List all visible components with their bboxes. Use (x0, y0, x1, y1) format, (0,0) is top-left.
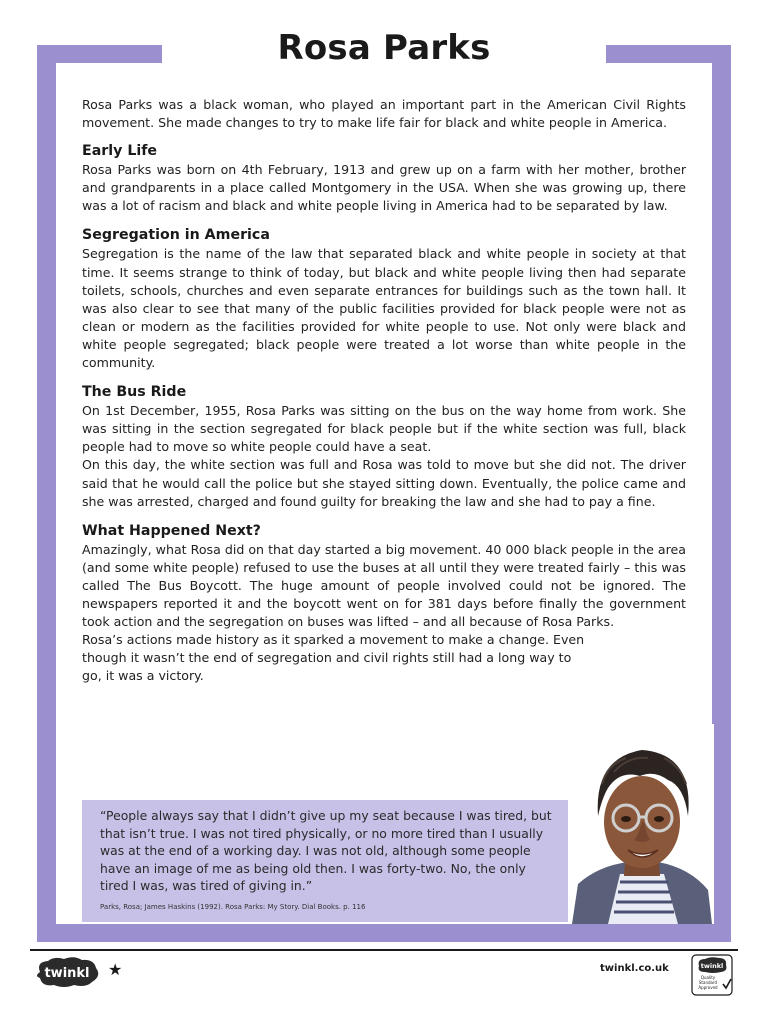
intro-paragraph: Rosa Parks was a black woman, who played an important part in the American Civil Rights movement. She made changes to try to make life fair for black and white people in America. (82, 97, 686, 131)
rosa-parks-portrait (568, 724, 714, 924)
section-heading-segregation: Segregation in America (82, 227, 270, 244)
section-paragraph: Rosa Parks was born on 4th February, 1913 and grew up on a farm with her mother, brother and grandparents in a place called Montgomery in the USA. When she was growing up, there was a lot of racism and black and white people living in America had to be separated by law. (82, 162, 686, 214)
section-paragraph: Segregation is the name of the law that separated black and white people in society at that time. It seems strange to think of today, but black and white people living then had separate toilets, schools, churches and even separate entrances for buildings such as the town hall. It was also clear to see that many of the public facilities provided for black people were not as clean or modern as the facilities provided for white people to use. Not only were black and white people segregated; black people were treated a lot worse than white people in the community. (82, 246, 686, 371)
section-heading-bus-ride: The Bus Ride (82, 384, 187, 401)
page-title: Rosa Parks (277, 28, 491, 68)
section-paragraph: Amazingly, what Rosa did on that day started a big movement. 40 000 black people in the area (and some white people) refused to use the buses at all until they were treated fairly – this was called The Bus Boycott. The huge amount of people involved could not be ignored. The newspapers reported it and the boycott went on for 381 days before finally the government took action and the segregation on buses was lifted – and all because of Rosa Parks. (82, 541, 686, 630)
article-body (82, 96, 686, 685)
section-heading-what-happened-next: What Happened Next? (82, 522, 261, 539)
twinkl-logo-text: twinkl (44, 966, 90, 981)
section-paragraph: On this day, the white section was full and Rosa was told to move but she did not. The driver said that he would call the police but she stayed sitting down. Eventually, the police came and she was arrested, charged and found guilty for breaking the law and she had to pay a fine. (82, 457, 686, 509)
quote-text: “People always say that I didn’t give up my seat because I was tired, but that isn’t true. I was not tired physically, or no more tired than I usually was at the end of a working day. I was not old, although some people have an image of me as being old then. I was forty-two. No, the only tired I was, was tired of giving in.” (100, 808, 552, 894)
badge-text: Quality Standard Approved (698, 975, 718, 990)
badge-logo-text: twinkl (700, 962, 724, 970)
twinkl-logo-icon[interactable] (34, 956, 100, 988)
footer-url[interactable]: twinkl.co.uk (600, 963, 669, 974)
quality-badge-icon (691, 954, 733, 996)
quote-box (82, 800, 570, 922)
closing-paragraph: Rosa’s actions made history as it sparked a movement to make a change. Even though it wasn’t the end of segregation and civil rights still had a long way to go, it was a victory. (82, 632, 585, 684)
section-heading-early-life: Early Life (82, 143, 158, 160)
quote-citation: Parks, Rosa; James Haskins (1992). Rosa Parks: My Story. Dial Books. p. 116 (100, 902, 366, 911)
section-paragraph: On 1st December, 1955, Rosa Parks was sitting on the bus on the way home from work. She was sitting in the section segregated for black people but if the white section was full, black people had to move so white people could have a seat. (82, 403, 686, 455)
star-icon[interactable]: ★ (108, 960, 123, 979)
footer-divider (30, 949, 738, 951)
